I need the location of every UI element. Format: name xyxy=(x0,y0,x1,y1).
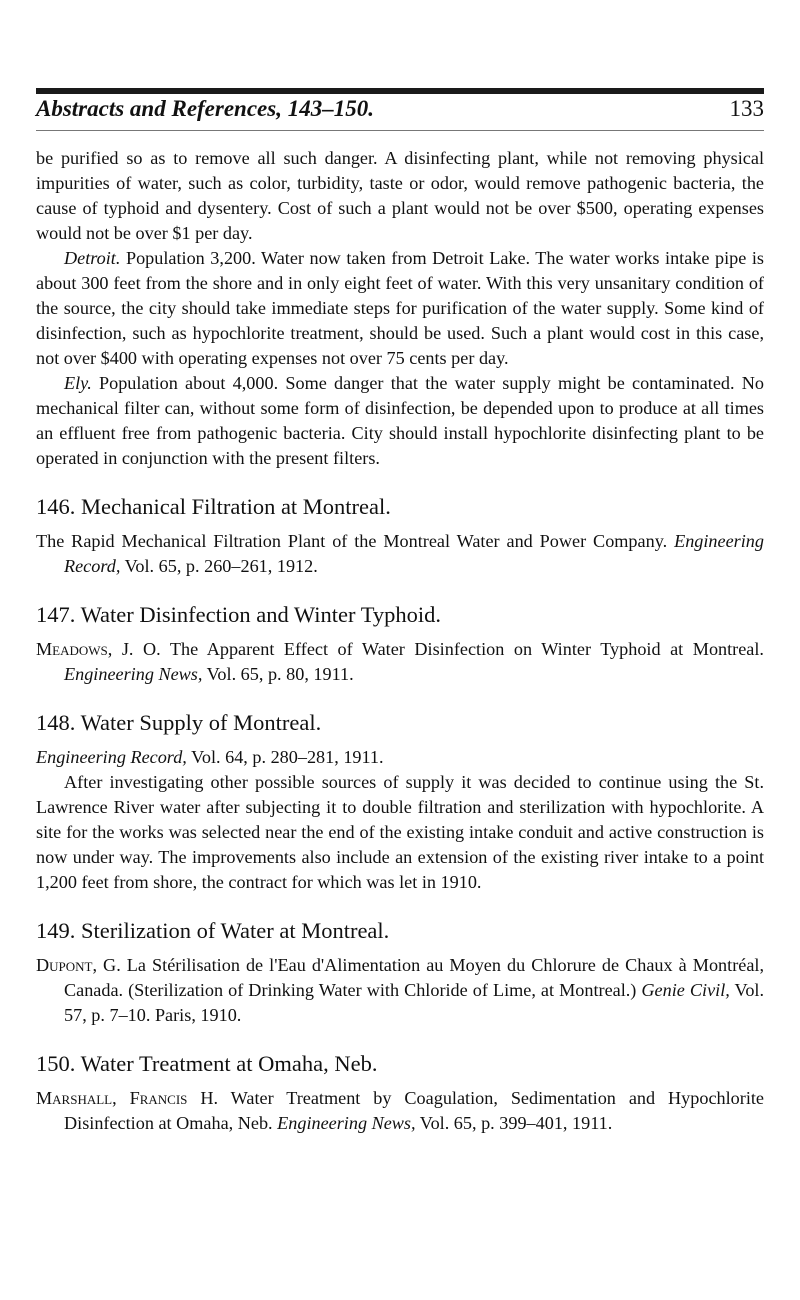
running-title: Abstracts and References, 143–150. xyxy=(36,96,374,121)
citation: Vol. 65, p. 80, 1911. xyxy=(202,664,354,684)
journal-name: Engineering Record, xyxy=(64,531,764,576)
citation: Vol. 57, p. 7–10. Paris, 1910. xyxy=(64,980,765,1025)
header-rule xyxy=(36,88,764,94)
reference-148 xyxy=(36,745,764,770)
journal-name: Engineering News, xyxy=(64,664,203,684)
header-underline xyxy=(36,130,764,131)
reference-text: La Stérilisation de l'Eau d'Alimentation au Moyen du Chlorure de Chaux à Montréal, Canada. (Sterilization of Drinking Water with Chloride of Lime, at Montreal.) xyxy=(64,955,764,1000)
author-name: Dupont, G. xyxy=(36,955,121,975)
author-name: Marshall, Francis H. xyxy=(36,1088,219,1108)
entry-title-148: 148. Water Supply of Montreal. xyxy=(36,710,322,735)
reference-text: The Rapid Mechanical Filtration Plant of the Montreal Water and Power Company. xyxy=(36,531,675,551)
reference-149 xyxy=(36,953,765,1028)
detroit-paragraph xyxy=(36,246,764,371)
reference-147 xyxy=(36,637,764,687)
entry-title-149: 149. Sterilization of Water at Montreal. xyxy=(36,918,390,943)
detroit-text: Population 3,200. Water now taken from Detroit Lake. The water works intake pipe is about 300 feet from the shore and in only eight feet of water. With this very unsanitary condition of the source, the city should take immediate steps for purification of the water supply. Some kind of disinfection, such as hypochlorite treatment, should be used. Such a plant would cost in this case, not over $400 with operating expenses not over 75 cents per day. xyxy=(36,248,764,368)
page-number: 133 xyxy=(729,96,764,121)
journal-name: Genie Civil, xyxy=(641,980,730,1000)
place-name-detroit: Detroit. xyxy=(64,248,121,268)
page-body xyxy=(36,146,764,1136)
entry-title-150: 150. Water Treatment at Omaha, Neb. xyxy=(36,1051,378,1076)
journal-name: Engineering News, xyxy=(277,1113,416,1133)
citation: Vol. 65, p. 399–401, 1911. xyxy=(415,1113,613,1133)
journal-name: Engineering Record, xyxy=(36,747,187,767)
ely-paragraph xyxy=(36,371,764,471)
abstract-148: After investigating other possible sources of supply it was decided to continue using the St. Lawrence River water after subjecting it to double filtration and sterilization with hypochlorite. A site for the works was selected near the end of the existing intake conduit and active construction is now under way. The improvements also include an extension of the existing river intake to a point 1,200 feet from shore, the contract for which was let in 1910. xyxy=(36,772,764,892)
ely-text: Population about 4,000. Some danger that the water supply might be contaminated. No mechanical filter can, without some form of disinfection, be depended upon to produce at all times an effluent free from pathogenic bacteria. City should install hypochlorite disinfecting plant to be operated in conjunction with the present filters. xyxy=(36,373,764,468)
entry-title-146: 146. Mechanical Filtration at Montreal. xyxy=(36,494,391,519)
citation: Vol. 64, p. 280–281, 1911. xyxy=(186,747,384,767)
author-name: Meadows, J. O. xyxy=(36,639,161,659)
reference-text: The Apparent Effect of Water Disinfection on Winter Typhoid at Montreal. xyxy=(160,639,764,659)
continued-paragraph: be purified so as to remove all such danger. A disinfecting plant, while not removing physical impurities of water, such as color, turbidity, taste or odor, would remove pathogenic bacteria, the cause of typhoid and dysentery. Cost of such a plant would not be over $500, operating expenses would not be over $1 per day. xyxy=(36,148,764,243)
reference-text: Water Treatment by Coagulation, Sedimentation and Hypochlorite Disinfection at Omaha, Neb. xyxy=(64,1088,765,1133)
citation: Vol. 65, p. 260–261, 1912. xyxy=(120,556,318,576)
reference-150 xyxy=(36,1086,765,1136)
place-name-ely: Ely. xyxy=(64,373,92,393)
reference-146 xyxy=(36,529,764,579)
entry-title-147: 147. Water Disinfection and Winter Typhoid. xyxy=(36,602,442,627)
running-header xyxy=(36,96,764,132)
